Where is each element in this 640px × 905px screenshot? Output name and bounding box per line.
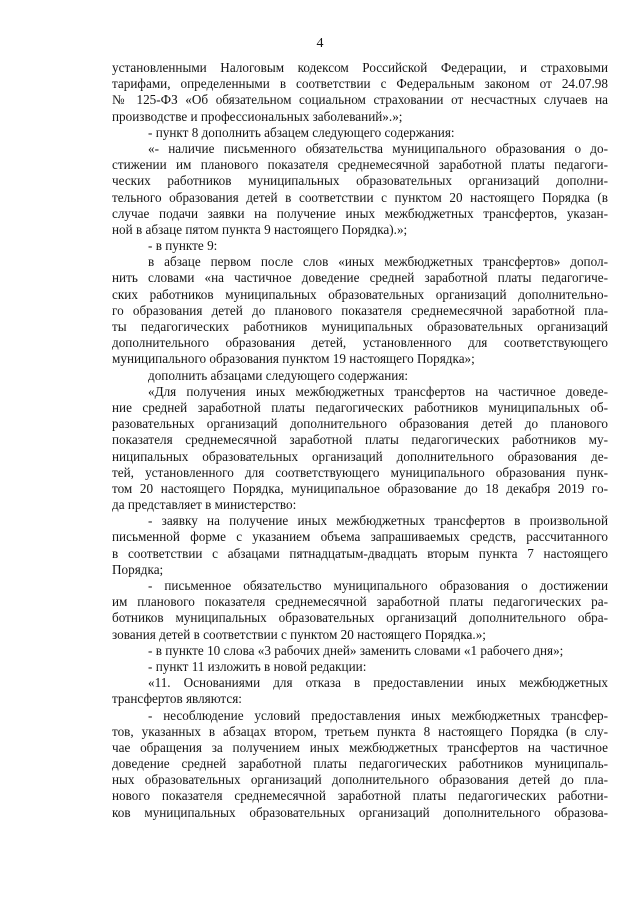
- text-line: стижении им планового показателя среднемесячной заработной платы педагоги-: [112, 157, 608, 173]
- text-line: «11. Основаниями для отказа в предоставлении иных межбюджетных: [148, 675, 608, 691]
- text-line: ниципальных образовательных организаций дополнительного образования де-: [112, 448, 608, 464]
- text-line: показателя среднемесячной заработной платы педагогических работников му-: [112, 432, 608, 448]
- text-line: - пункт 8 дополнить абзацем следующего содержания:: [148, 124, 455, 140]
- page-number: 4: [316, 36, 324, 51]
- text-line: - письменное обязательство муниципального образования о достижении: [148, 578, 608, 593]
- text-line: муниципального образования пунктом 19 настоящего Порядка»;: [112, 351, 475, 367]
- text-line: ных образовательных организаций дополнительного образования детей до пла-: [112, 772, 608, 788]
- text-line: нового показателя среднемесячной заработной платы педагогических работни-: [112, 788, 608, 804]
- text-line: ной в абзаце пятом пункта 9 настоящего Порядка).»;: [112, 221, 408, 237]
- text-line: ков муниципальных образовательных организаций дополнительного образова-: [112, 804, 608, 820]
- text-line: тарифами, определенными в соответствии с Федеральным законом от 24.07.98: [112, 76, 608, 92]
- text-line: доведение средней заработной платы педагогических работников муниципаль-: [112, 756, 608, 772]
- text-line: в абзаце первом после слов «иных межбюджетных трансфертов» допол-: [148, 254, 608, 270]
- text-line: «Для получения иных межбюджетных трансфертов на частичное доведе-: [148, 383, 608, 399]
- text-line: разовательных организаций дополнительного образования детей до планового: [112, 416, 608, 432]
- text-line: письменной форме с указанием объема запрашиваемых средств, рассчитанного: [112, 529, 608, 545]
- text-line: «- наличие письменного обязательства муниципального образования о до-: [148, 140, 608, 156]
- text-line: № 125-ФЗ «Об обязательном социальном страховании от несчастных случаев на: [112, 92, 608, 108]
- text-line: нить словами «на частичное доведение средней заработной платы педагогиче-: [112, 270, 608, 286]
- text-line: им планового показателя среднемесячной заработной платы педагогических ра-: [112, 594, 608, 610]
- text-line: зования детей в соответствии с пунктом 20 настоящего Порядка.»;: [112, 626, 486, 642]
- text-line: Порядка;: [112, 561, 164, 577]
- text-line: - заявку на получение иных межбюджетных трансфертов в произвольной: [148, 513, 608, 529]
- text-line: ческих работников муниципальных образовательных организаций дополни-: [112, 173, 608, 189]
- text-line: чае обращения за получением иных межбюджетных трансфертов на частичное: [112, 739, 608, 755]
- text-line: дополнительного образования детей, установленного для соответствующего: [112, 335, 608, 351]
- text-line: го образования детей до планового показателя среднемесячной заработной пла-: [112, 302, 608, 318]
- text-line: ских работников муниципальных образовательных организаций дополнительно-: [112, 286, 608, 302]
- text-line: - в пункте 10 слова «3 рабочих дней» заменить словами «1 рабочего дня»;: [148, 642, 564, 658]
- text-line: установленными Налоговым кодексом Российской Федерации, и страховыми: [112, 60, 608, 75]
- text-line: дополнить абзацами следующего содержания:: [148, 367, 409, 383]
- text-line: - в пункте 9:: [148, 238, 218, 254]
- text-line: - пункт 11 изложить в новой редакции:: [148, 658, 367, 674]
- text-line: ботников муниципальных образовательных организаций дополнительного обра-: [112, 610, 608, 626]
- text-line: том 20 настоящего Порядка, муниципальное образование до 18 декабря 2019 го-: [112, 480, 608, 496]
- text-line: трансфертов являются:: [112, 691, 242, 707]
- text-line: ние средней заработной платы педагогических работников муниципальных об-: [112, 399, 608, 415]
- text-line: в соответствии с абзацами пятнадцатым-двадцать вторым пункта 7 настоящего: [112, 545, 608, 561]
- text-line: тов, указанных в абзацах втором, третьем пункта 8 настоящего Порядка (в слу-: [112, 723, 608, 739]
- text-line: - несоблюдение условий предоставления иных межбюджетных трансфер-: [148, 707, 608, 723]
- text-line: тельного образования детей в соответствии с пунктом 20 настоящего Порядка (в: [112, 189, 608, 205]
- text-line: случае подачи заявки на получение иных межбюджетных трансфертов, указан-: [112, 205, 608, 221]
- text-line: ты педагогических работников муниципальных образовательных организаций: [112, 319, 608, 334]
- text-line: тей, установленного для соответствующего муниципального образования пунк-: [112, 464, 608, 480]
- text-line: производстве и профессиональных заболеваний».»;: [112, 108, 403, 124]
- document-body: [112, 60, 608, 821]
- text-line: да представляет в министерство:: [112, 497, 297, 513]
